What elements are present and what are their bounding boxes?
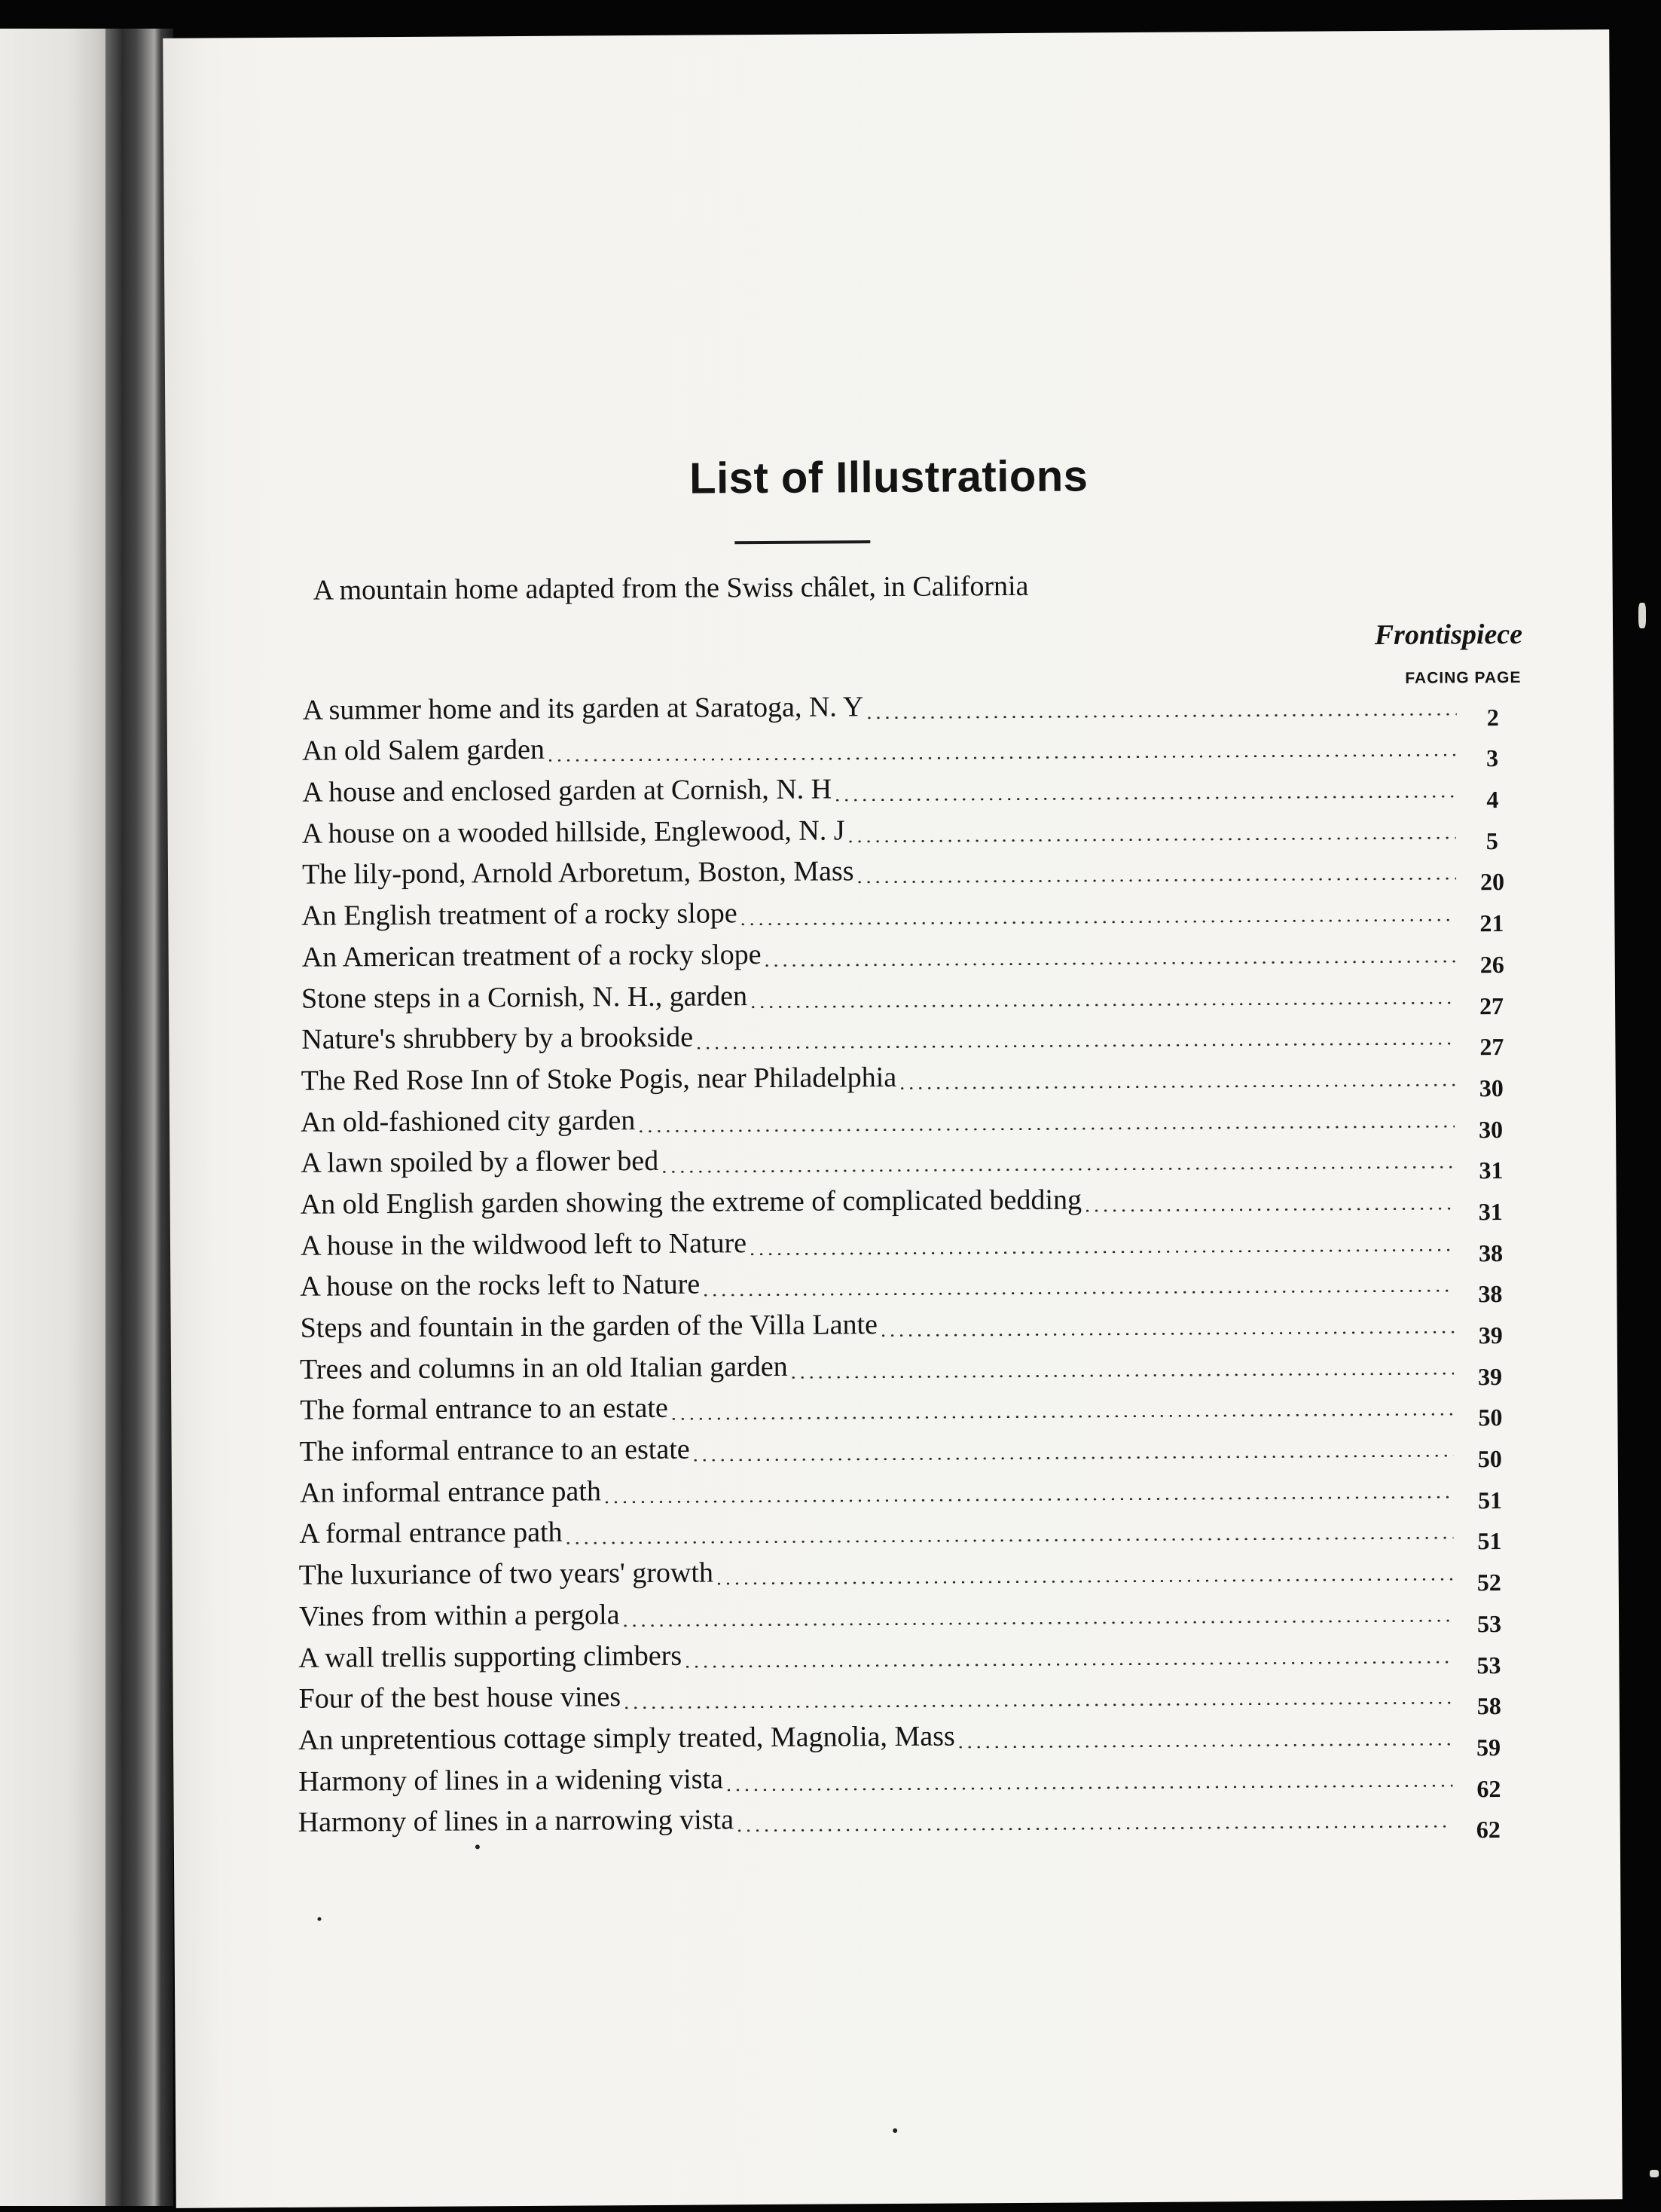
dot-leader [740,893,1455,926]
list-item [299,1419,1519,1473]
page-number: 30 [1479,1074,1504,1102]
page-number: 58 [1476,1692,1501,1720]
list-item [301,1131,1521,1184]
list-item [298,1543,1519,1596]
illustration-caption: An American treatment of a rocky slope [301,938,762,973]
page-number: 39 [1477,1362,1503,1390]
illustration-caption: The formal entrance to an estate [300,1392,668,1427]
ink-speck [317,1917,321,1921]
dot-leader [764,933,1455,967]
illustration-caption: An old-fashioned city garden [300,1104,636,1138]
page-number: 3 [1485,744,1499,772]
list-item [298,1667,1519,1720]
page-number: 2 [1486,703,1499,731]
illustration-list [298,678,1529,1844]
illustration-caption: A wall trellis supporting climbers [298,1639,682,1674]
list-item [298,1749,1519,1802]
page-number: 30 [1478,1115,1504,1143]
list-item [302,760,1522,814]
dot-leader [685,1634,1452,1667]
list-item [298,1791,1518,1844]
page-number: 5 [1485,826,1498,854]
list-item [301,1049,1521,1102]
list-item [301,967,1522,1019]
illustration-caption: A house on a wooded hillside, Englewood, N. J [301,814,845,850]
title-rule [734,540,870,544]
dot-leader [548,728,1456,762]
page-number: 39 [1478,1321,1503,1349]
page-number: 53 [1476,1609,1502,1638]
illustration-caption: An informal entrance path [299,1475,602,1509]
dot-leader [790,1346,1454,1378]
dot-leader [624,1676,1453,1709]
page-number: 51 [1477,1527,1502,1555]
dot-leader [693,1428,1454,1462]
dot-leader [958,1716,1453,1748]
illustration-caption: A house in the wildwood left to Nature [300,1227,747,1262]
frontispiece-label: Frontispiece [1374,618,1523,652]
list-item [301,925,1522,979]
page-number: 38 [1478,1239,1504,1266]
list-item [302,678,1522,731]
page-number: 62 [1476,1816,1501,1844]
illustration-caption: Trees and columns in an old Italian garden [299,1350,788,1386]
dot-leader [856,851,1456,884]
illustration-caption: Vines from within a pergola [298,1599,620,1633]
dot-leader [638,1098,1455,1132]
page-number: 4 [1486,786,1499,814]
illustration-caption: Nature's shrubbery by a brookside [301,1021,694,1056]
page-edge-mark [1650,2170,1659,2177]
dot-leader [661,1140,1455,1173]
illustration-caption: A lawn spoiled by a flower bed [301,1145,659,1180]
page-number: 53 [1476,1651,1501,1679]
ink-speck [893,2128,897,2133]
dot-leader [565,1511,1453,1544]
dot-leader [750,975,1455,1008]
page-number: 59 [1476,1733,1501,1761]
illustration-caption: Harmony of lines in a narrowing vista [298,1804,734,1839]
dot-leader [726,1758,1453,1791]
illustration-caption: Four of the best house vines [298,1681,621,1716]
dot-leader [899,1057,1455,1089]
list-item [300,1172,1520,1226]
list-item [298,1626,1519,1679]
illustration-caption: The lily-pond, Arnold Arboretum, Boston, Mass [301,855,854,891]
dot-leader [750,1222,1455,1255]
dot-leader [881,1304,1455,1337]
illustration-caption: A house on the rocks left to Nature [300,1268,701,1303]
dot-leader [671,1387,1455,1420]
dot-leader [622,1593,1453,1627]
illustration-caption: A house and enclosed garden at Cornish, N. H [302,773,832,808]
list-item [301,843,1522,896]
dot-leader [703,1263,1454,1297]
book-gutter-shadow [105,29,173,2206]
dot-leader [835,768,1456,801]
illustration-caption: Stone steps in a Cornish, N. H., garden [301,979,748,1015]
dot-leader [866,686,1457,719]
page-number: 31 [1479,1156,1504,1184]
dot-leader [847,810,1455,842]
dot-leader [696,1016,1455,1049]
page-number: 26 [1479,950,1504,979]
page-number: 20 [1479,868,1505,896]
book-page [163,29,1623,2208]
list-item [301,802,1522,854]
facing-page-header: FACING PAGE [1405,668,1522,687]
dot-leader [604,1469,1454,1503]
page-number: 50 [1477,1445,1502,1473]
list-item [300,1255,1520,1308]
page-number: 38 [1478,1280,1503,1308]
illustration-caption: Steps and fountain in the garden of the Villa Lante [300,1309,878,1344]
illustration-caption: An unpretentious cottage simply treated, Magnolia, Mass [298,1720,955,1756]
illustration-caption: The informal entrance to an estate [299,1433,690,1468]
list-item [299,1337,1520,1390]
frontispiece-caption: A mountain home adapted from the Swiss châlet, in California [313,570,1029,606]
list-item [301,720,1522,772]
page-number: 62 [1476,1774,1501,1802]
page-number: 31 [1478,1197,1503,1226]
list-item [300,1379,1520,1431]
illustration-caption: The Red Rose Inn of Stoke Pogis, near Philadelphia [301,1061,897,1097]
illustration-caption: The luxuriance of two years' growth [298,1557,714,1591]
page-title: List of Illustrations [689,451,1089,503]
page-number: 50 [1478,1404,1503,1431]
page-edge-mark [1638,603,1646,628]
illustration-caption: An old Salem garden [301,734,545,768]
list-item [299,1502,1519,1555]
illustration-caption: An English treatment of a rocky slope [301,897,737,932]
list-item [301,1007,1522,1061]
list-item [300,1090,1521,1143]
page-number: 52 [1476,1569,1501,1596]
list-item [298,1708,1519,1761]
page-number: 21 [1479,909,1504,937]
page-number: 27 [1479,1033,1504,1061]
illustration-caption: A summer home and its garden at Saratoga, N. Y [302,690,864,726]
illustration-caption: Harmony of lines in a widening vista [298,1762,724,1798]
list-item [301,884,1522,937]
page-number: 51 [1477,1486,1503,1514]
dot-leader [1085,1181,1455,1211]
page-number: 27 [1479,991,1504,1019]
list-item [299,1461,1520,1514]
dot-leader [737,1799,1452,1832]
list-item [300,1214,1521,1266]
list-item [298,1584,1519,1638]
list-item [300,1296,1520,1349]
dot-leader [716,1552,1453,1585]
ink-speck [475,1844,480,1849]
illustration-caption: An old English garden showing the extreme of complicated bedding [300,1184,1082,1221]
left-page-edge [0,29,113,2206]
illustration-caption: A formal entrance path [299,1517,563,1551]
